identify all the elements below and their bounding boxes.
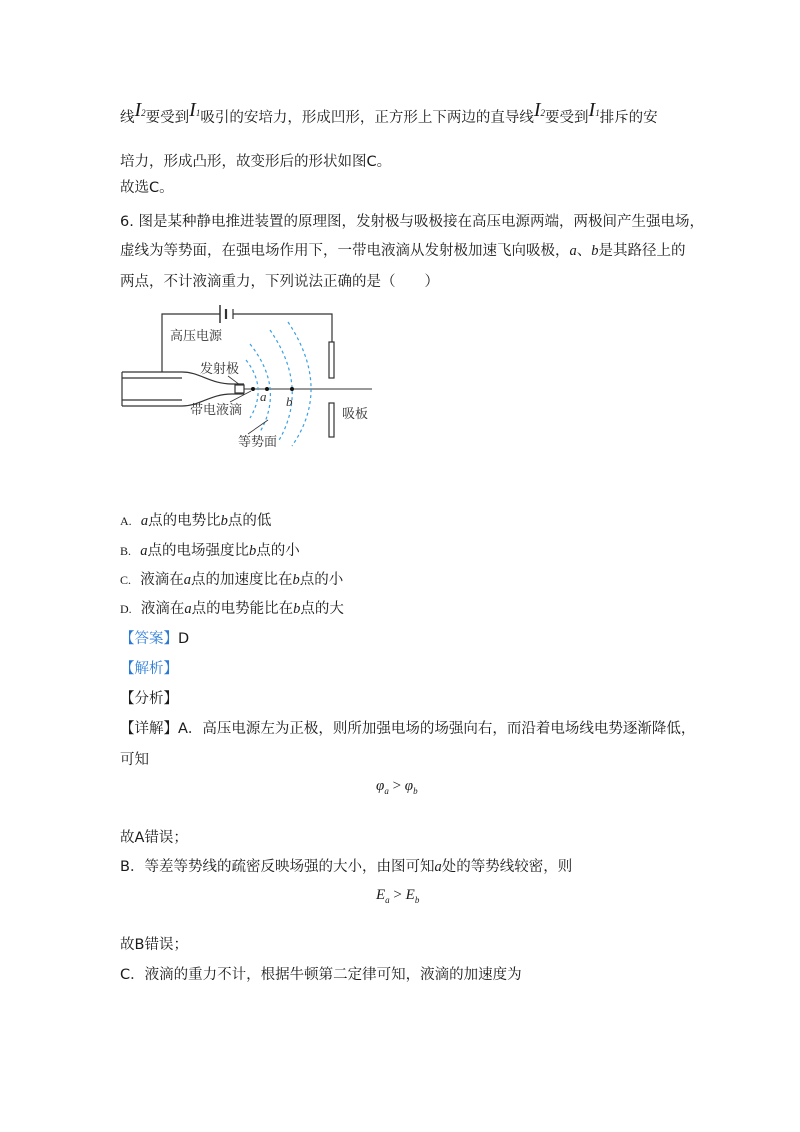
emitter-tube bbox=[122, 372, 244, 406]
answer-tag: 【答案】 bbox=[120, 631, 178, 647]
option-b bbox=[120, 541, 300, 561]
current-i1: I1 bbox=[588, 99, 600, 121]
equipotential-label: 等势面 bbox=[238, 435, 278, 450]
option-letter: D. bbox=[120, 602, 132, 616]
text-fragment: 排斥的安 bbox=[599, 110, 658, 126]
option-d bbox=[120, 599, 344, 619]
option-letter: C. bbox=[120, 573, 132, 587]
text-line-1 bbox=[120, 99, 658, 129]
answer-line bbox=[120, 629, 189, 649]
text-fragment: 点的加速度比在 bbox=[190, 572, 293, 588]
formula-subscript: b bbox=[413, 786, 418, 796]
var-b: b bbox=[292, 572, 300, 588]
emitter-label: 发射极 bbox=[200, 362, 240, 377]
text-line-2: 培力，形成凸形，故变形后的形状如图C。 bbox=[120, 154, 392, 170]
option-c bbox=[120, 570, 343, 590]
text-fragment: B．等差等势线的疏密反映场强的大小，由图可知 bbox=[120, 859, 435, 875]
equipotential-arc-3 bbox=[270, 330, 292, 442]
var-b: b bbox=[220, 513, 228, 529]
detail-line-4 bbox=[120, 857, 572, 877]
detail-line-2: 可知 bbox=[120, 752, 149, 768]
droplet-dot bbox=[251, 387, 255, 391]
option-letter: B. bbox=[120, 544, 132, 558]
formula-subscript: a bbox=[384, 786, 389, 796]
point-b-label: b bbox=[286, 394, 293, 409]
text-fragment: 是其路径上的 bbox=[598, 243, 686, 259]
text-fragment: 点的小 bbox=[256, 543, 300, 559]
text-fragment: 点的电势比 bbox=[148, 513, 221, 529]
question-line-1: 6. 图是某种静电推进装置的原理图，发射极与吸极接在高压电源两端，两极间产生强电场， bbox=[120, 214, 704, 230]
current-i1: I1 bbox=[189, 99, 201, 121]
text-fragment: 要受到 bbox=[145, 110, 190, 126]
text-fragment: 、 bbox=[576, 243, 592, 259]
text-fragment: 吸引的安培力，形成凹形，正方形上下两边的直导线 bbox=[200, 110, 534, 126]
equipotential-arc-4 bbox=[288, 322, 311, 446]
droplet-label: 带电液滴 bbox=[190, 403, 243, 418]
var-b: b bbox=[293, 601, 301, 617]
formula-symbol: φ bbox=[404, 778, 414, 794]
var-a: a bbox=[140, 513, 149, 529]
point-b-dot bbox=[290, 387, 294, 391]
equipotential-lines bbox=[246, 322, 311, 446]
text-fragment: 点的低 bbox=[227, 513, 272, 529]
collector-label: 吸板 bbox=[342, 407, 369, 422]
option-letter: A. bbox=[120, 514, 132, 528]
text-fragment: 处的等势线较密，则 bbox=[441, 859, 573, 875]
text-fragment: 液滴在 bbox=[140, 601, 185, 617]
detail-line-6: C．液滴的重力不计，根据牛顿第二定律可知，液滴的加速度为 bbox=[120, 967, 522, 983]
formula-operator: > bbox=[389, 887, 406, 903]
current-i2: I2 bbox=[134, 99, 146, 121]
var-b: b bbox=[591, 243, 599, 259]
text-fragment: 点的电场强度比 bbox=[147, 543, 249, 559]
formula-field-strength bbox=[376, 887, 419, 904]
formula-potential bbox=[376, 778, 418, 795]
text-fragment: 点的大 bbox=[300, 601, 344, 617]
power-supply-label: 高压电源 bbox=[170, 329, 223, 344]
var-a: a bbox=[183, 572, 191, 588]
option-a bbox=[120, 511, 271, 531]
text-fragment: 点的小 bbox=[299, 572, 344, 588]
electrostatic-propulsion-figure bbox=[120, 300, 380, 450]
var-a: a bbox=[184, 601, 192, 617]
question-line-3: 两点，不计液滴重力，下列说法正确的是（ ） bbox=[120, 274, 439, 290]
formula-symbol: E bbox=[376, 887, 386, 903]
var-a: a bbox=[434, 859, 442, 875]
formula-symbol: E bbox=[405, 887, 415, 903]
question-line-2 bbox=[120, 241, 686, 261]
text-fragment: 点的电势能比在 bbox=[191, 601, 294, 617]
var-b: b bbox=[248, 543, 257, 559]
detail-line-3: 故A错误； bbox=[120, 830, 188, 846]
formula-symbol: φ bbox=[376, 778, 385, 794]
formula-subscript: a bbox=[385, 895, 390, 905]
text-fragment: 液滴在 bbox=[140, 572, 184, 588]
text-fragment: 虚线为等势面，在强电场作用下，一带电液滴从发射极加速飞向吸极， bbox=[120, 243, 570, 259]
detail-line-1: 【详解】A．高压电源左为正极，则所加强电场的场强向右，而沿着电场线电势逐渐降低， bbox=[120, 721, 696, 737]
analysis-tag: 【解析】 bbox=[120, 661, 178, 677]
text-fragment: 要受到 bbox=[545, 110, 589, 126]
point-a-label: a bbox=[260, 389, 267, 404]
text-fragment: 线 bbox=[120, 110, 135, 126]
current-i2: I2 bbox=[533, 99, 546, 121]
analysis-heading: 【分析】 bbox=[120, 691, 178, 707]
answer-value: D bbox=[178, 631, 190, 647]
collector-plate-lower bbox=[329, 403, 334, 437]
formula-subscript: b bbox=[414, 895, 420, 905]
collector-plate-upper bbox=[329, 342, 334, 378]
var-a: a bbox=[140, 543, 148, 559]
formula-operator: > bbox=[388, 778, 405, 794]
detail-line-5: 故B错误； bbox=[120, 937, 188, 953]
var-a: a bbox=[569, 243, 577, 259]
text-line-3: 故选C。 bbox=[120, 180, 174, 196]
